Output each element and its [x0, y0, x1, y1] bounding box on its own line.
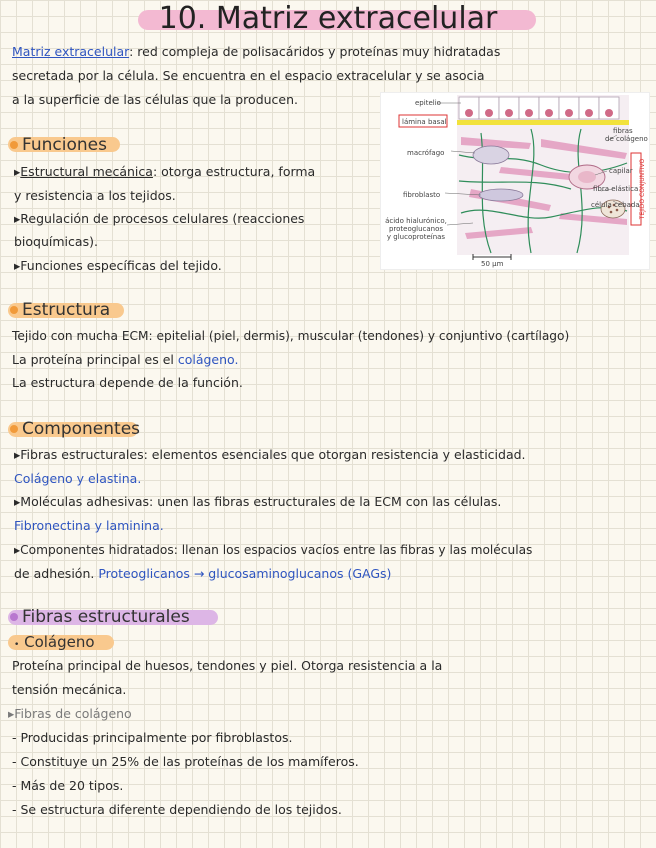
funciones-heading: Funciones	[10, 133, 107, 157]
label-lamina-basal: lámina basal	[402, 118, 447, 126]
estructura-line-3: La estructura depende de la función.	[12, 375, 243, 390]
label-capilar: capilar	[609, 167, 633, 175]
componentes-heading: Componentes	[10, 417, 140, 441]
label-macrofago: macrófago	[407, 149, 445, 157]
estructura-line-2: La proteína principal es el colágeno.	[12, 352, 239, 367]
funciones-item-2-line-2: bioquímicas).	[14, 234, 98, 249]
label-escala: 50 µm	[481, 260, 504, 268]
label-fibra-elastica: fibra elástica	[593, 185, 639, 193]
label-tejido-conjuntivo: TEJIDO CONJUNTIVO	[639, 158, 646, 220]
bullet-dot-icon	[10, 141, 18, 149]
page-title: 10. Matriz extracelular	[158, 1, 498, 36]
componentes-item-3: ▸Componentes hidratados: llenan los espacios vacíos entre las fibras y las moléculas	[14, 543, 533, 557]
componentes-item-2: ▸Moléculas adhesivas: unen las fibras estructurales de la ECM con las células.	[14, 494, 502, 509]
fibras-bullet-3: - Más de 20 tipos.	[12, 778, 124, 793]
fibras-bullet-4: - Se estructura diferente dependiendo de los tejidos.	[12, 802, 342, 817]
label-epitelio: epitelio	[415, 99, 441, 107]
funciones-item-1-line-2: y resistencia a los tejidos.	[14, 188, 176, 203]
componentes-item-1-line-2: Colágeno y elastina.	[14, 471, 142, 486]
colageno-line-1: Proteína principal de huesos, tendones y piel. Otorga resistencia a la	[12, 658, 443, 673]
intro-line-1: Matriz extracelular: red compleja de polisacáridos y proteínas muy hidratadas	[12, 44, 501, 59]
ecm-diagram	[380, 92, 650, 270]
intro-term: Matriz extracelular	[12, 44, 130, 59]
fibras-heading: Fibras estructurales	[10, 605, 190, 629]
bullet-dot-icon	[10, 613, 18, 621]
intro-line-3: a la superficie de las células que la producen.	[12, 92, 299, 107]
label-fibroblasto: fibroblasto	[403, 191, 441, 199]
estructura-line-1: Tejido con mucha ECM: epitelial (piel, dermis), muscular (tendones) y conjuntivo (cartílago)	[12, 329, 570, 343]
colageno-line-2: tensión mecánica.	[12, 682, 127, 697]
funciones-item-2: ▸Regulación de procesos celulares (reacciones	[14, 211, 305, 226]
funciones-item-3: ▸Funciones específicas del tejido.	[14, 258, 222, 273]
fibras-bullet-1: - Producidas principalmente por fibroblastos.	[12, 730, 293, 745]
funciones-item-1: ▸Estructural mecánica: otorga estructura, forma	[14, 164, 316, 179]
colageno-heading: • Colágeno	[14, 633, 95, 651]
fibras-bullet-2: - Constituye un 25% de las proteínas de los mamíferos.	[12, 754, 359, 769]
bullet-dot-icon	[10, 306, 18, 314]
intro-line-2: secretada por la célula. Se encuentra en el espacio extracelular y se asocia	[12, 68, 485, 83]
componentes-item-1: ▸Fibras estructurales: elementos esenciales que otorgan resistencia y elasticidad.	[14, 447, 526, 462]
label-de-colageno: de colágeno	[605, 135, 648, 143]
label-acido: ácido hialurónico,	[385, 217, 447, 225]
bullet-dot-icon	[10, 425, 18, 433]
label-glucoproteinas: y glucoproteínas	[386, 233, 446, 241]
componentes-item-3-line-2: de adhesión. Proteoglicanos → glucosaminoglucanos (GAGs)	[14, 566, 392, 581]
label-fibras: fibras	[613, 127, 633, 135]
componentes-item-2-line-2: Fibronectina y laminina.	[14, 518, 164, 533]
label-proteoglucanos: proteoglucanos	[388, 225, 444, 233]
label-celula-cebada: célula cebada	[591, 201, 640, 209]
estructura-heading: Estructura	[10, 298, 110, 322]
fibras-colageno-subheading: ▸Fibras de colágeno	[8, 706, 132, 721]
